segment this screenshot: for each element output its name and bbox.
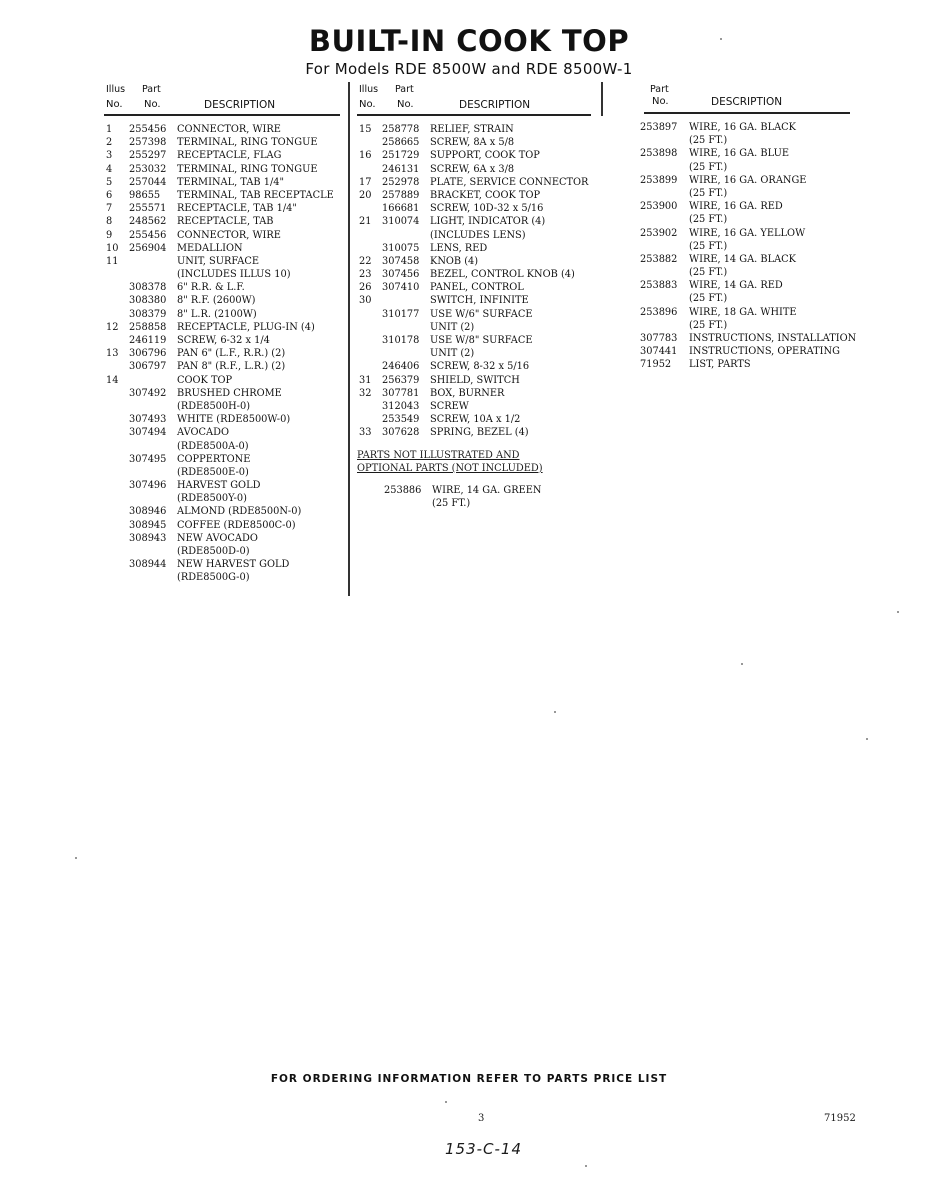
part-description: RELIEF, STRAIN <box>430 124 514 135</box>
description-header: DESCRIPTION <box>711 96 783 108</box>
illus-number: 13 <box>106 348 119 360</box>
part-description: UNIT (2) <box>430 321 475 333</box>
part-description: (INCLUDES LENS) <box>430 229 526 241</box>
list-item <box>640 358 880 371</box>
illus-number: 30 <box>359 295 372 307</box>
list-item <box>357 255 597 268</box>
list-item <box>104 492 344 505</box>
part-description: RECEPTACLE, TAB 1/4" <box>177 203 297 215</box>
part-number: 310075 <box>382 242 420 254</box>
list-item <box>104 505 344 518</box>
part-description: (25 FT.) <box>689 214 728 226</box>
list-item <box>357 189 597 202</box>
part-number: 306797 <box>129 361 167 373</box>
list-item <box>104 176 344 189</box>
part-description: 6" R.R. & L.F. <box>177 282 245 294</box>
list-item <box>104 347 344 360</box>
part-description: BOX, BURNER <box>430 387 505 399</box>
part-description: 8" L.R. (2100W) <box>177 308 257 320</box>
list-item <box>640 319 880 332</box>
part-number: 307496 <box>129 480 167 492</box>
part-description: WIRE, 18 GA. WHITE <box>689 306 797 318</box>
part-no-header: No. <box>652 96 669 107</box>
list-item <box>640 253 880 266</box>
part-description: PANEL, CONTROL <box>430 282 524 294</box>
column-2-header <box>357 82 597 116</box>
illus-number: 15 <box>359 124 372 135</box>
list-item <box>357 163 597 176</box>
list-item <box>104 163 344 176</box>
parts-column-1 <box>104 82 344 585</box>
part-description: (RDE8500D-0) <box>177 546 250 557</box>
scan-speck <box>585 1165 587 1167</box>
description-header: DESCRIPTION <box>204 99 276 111</box>
list-item <box>104 374 344 387</box>
part-description: SPRING, BEZEL (4) <box>430 427 529 439</box>
part-description: (25 FT.) <box>689 293 728 305</box>
part-description: HARVEST GOLD <box>177 480 261 492</box>
column-3-rows <box>640 121 880 372</box>
list-item <box>357 229 597 242</box>
part-description: WIRE, 14 GA. RED <box>689 280 783 292</box>
list-item <box>357 149 597 162</box>
part-description: WIRE, 16 GA. RED <box>689 201 783 213</box>
header-rule <box>104 114 340 116</box>
part-number: 253898 <box>640 148 678 160</box>
part-description: USE W/8" SURFACE <box>430 335 533 346</box>
list-item <box>357 308 597 321</box>
part-number: 307495 <box>129 453 167 465</box>
part-number: 307783 <box>640 333 678 344</box>
list-item <box>357 176 597 189</box>
handwritten-note: 153-C-14 <box>445 1140 523 1158</box>
part-description: (25 FT.) <box>689 161 728 173</box>
part-header-top: Part <box>395 84 414 95</box>
part-no-header: No. <box>397 99 414 110</box>
list-item <box>104 413 344 426</box>
list-item <box>104 149 344 162</box>
part-description: WIRE, 16 GA. BLUE <box>689 148 789 160</box>
part-description: TERMINAL, TAB 1/4" <box>177 176 285 188</box>
part-number: 98655 <box>129 189 161 201</box>
illus-number: 21 <box>359 216 372 228</box>
illus-number: 10 <box>106 242 119 254</box>
list-item <box>104 466 344 479</box>
part-number: 307493 <box>129 414 167 426</box>
list-item <box>357 347 597 360</box>
list-item <box>104 334 344 347</box>
list-item <box>104 571 344 584</box>
part-description: (RDE8500A-0) <box>177 440 249 452</box>
part-description: (25 FT.) <box>689 267 728 279</box>
illus-number: 26 <box>359 282 372 294</box>
part-description: NEW HARVEST GOLD <box>177 559 290 571</box>
list-item <box>640 279 880 292</box>
column-1-rows <box>104 123 344 585</box>
list-item <box>357 374 597 387</box>
page-subtitle: For Models RDE 8500W and RDE 8500W-1 <box>305 60 633 78</box>
part-number: 252978 <box>382 176 420 188</box>
description-header: DESCRIPTION <box>459 99 531 111</box>
illus-number: 1 <box>106 124 113 135</box>
list-item <box>640 200 880 213</box>
list-item <box>104 558 344 571</box>
not-illustrated-section <box>357 449 597 511</box>
header-rule <box>644 112 850 114</box>
part-number: 258778 <box>382 124 420 135</box>
list-item <box>104 255 344 268</box>
illus-number: 5 <box>106 176 113 188</box>
list-item <box>104 321 344 334</box>
parts-column-3 <box>640 82 880 372</box>
list-item <box>357 136 597 149</box>
list-item <box>104 202 344 215</box>
part-description: TERMINAL, TAB RECEPTACLE <box>177 189 334 201</box>
part-number: 310177 <box>382 308 420 320</box>
part-description: SCREW, 10D-32 x 5/16 <box>430 203 544 215</box>
part-number: 307628 <box>382 427 420 439</box>
part-number: 253899 <box>640 174 678 186</box>
scan-speck <box>897 611 899 613</box>
illus-number: 3 <box>106 150 113 162</box>
list-item <box>640 345 880 358</box>
part-description: RECEPTACLE, FLAG <box>177 150 282 162</box>
part-number: 246131 <box>382 163 420 175</box>
list-item <box>640 161 880 174</box>
list-item <box>357 360 597 373</box>
list-item <box>357 202 597 215</box>
column-divider <box>348 82 350 596</box>
list-item <box>640 332 880 345</box>
part-description: WIRE, 14 GA. BLACK <box>689 253 797 265</box>
list-item <box>640 213 880 226</box>
part-description: ALMOND (RDE8500N-0) <box>177 506 302 518</box>
scan-speck <box>866 738 868 740</box>
list-item <box>640 306 880 319</box>
list-item <box>357 294 597 307</box>
page-number: 3 <box>478 1113 485 1124</box>
part-description: BEZEL, CONTROL KNOB (4) <box>430 269 575 281</box>
list-item <box>357 281 597 294</box>
part-description: (INCLUDES ILLUS 10) <box>177 269 291 281</box>
part-number: 255297 <box>129 150 167 162</box>
ordering-footer: FOR ORDERING INFORMATION REFER TO PARTS PRICE LIST <box>270 1073 668 1085</box>
list-item <box>640 292 880 305</box>
part-description: SWITCH, INFINITE <box>430 295 529 307</box>
list-item <box>357 242 597 255</box>
part-description: COFFEE (RDE8500C-0) <box>177 519 296 531</box>
part-description: SCREW, 10A x 1/2 <box>430 414 521 426</box>
list-item <box>357 484 597 497</box>
illus-header-top: Illus <box>106 84 126 95</box>
part-description: CONNECTOR, WIRE <box>177 124 281 135</box>
part-number: 256904 <box>129 242 167 254</box>
part-description: (25 FT.) <box>432 498 471 510</box>
section-rows <box>357 484 597 510</box>
part-description: LIST, PARTS <box>689 359 751 371</box>
part-description: WIRE, 16 GA. ORANGE <box>689 174 807 186</box>
illus-number: 31 <box>359 374 372 386</box>
part-description: TERMINAL, RING TONGUE <box>177 163 318 175</box>
part-description: PAN 8" (R.F., L.R.) (2) <box>177 361 286 373</box>
section-heading-line-1: PARTS NOT ILLUSTRATED AND <box>357 449 520 461</box>
illus-number: 8 <box>106 216 113 228</box>
part-number: 257889 <box>382 189 420 201</box>
part-description: WIRE, 16 GA. YELLOW <box>689 227 806 239</box>
list-item <box>104 519 344 532</box>
part-description: BRACKET, COOK TOP <box>430 189 541 201</box>
part-description: INSTRUCTIONS, INSTALLATION <box>689 333 857 344</box>
part-description: KNOB (4) <box>430 255 479 267</box>
illus-number: 11 <box>106 255 119 267</box>
illus-number: 17 <box>359 176 372 188</box>
part-number: 312043 <box>382 400 420 412</box>
list-item <box>640 174 880 187</box>
list-item <box>104 294 344 307</box>
document-number: 71952 <box>824 1113 856 1124</box>
part-description: (25 FT.) <box>689 240 728 252</box>
page-title: BUILT-IN COOK TOP <box>308 24 630 58</box>
part-number: 307492 <box>129 387 167 399</box>
list-item <box>104 215 344 228</box>
illus-number: 2 <box>106 137 113 149</box>
part-number: 253900 <box>640 201 678 213</box>
part-number: 307441 <box>640 346 678 358</box>
part-number: 71952 <box>640 359 672 371</box>
part-number: 256379 <box>382 374 420 386</box>
list-item <box>357 123 597 136</box>
part-number: 253902 <box>640 227 678 239</box>
part-number: 307494 <box>129 427 167 439</box>
part-description: WIRE, 14 GA. GREEN <box>432 484 542 496</box>
part-number: 310074 <box>382 216 420 228</box>
list-item <box>357 426 597 439</box>
list-item <box>357 215 597 228</box>
part-number: 255456 <box>129 229 167 241</box>
list-item <box>640 134 880 147</box>
part-description: BRUSHED CHROME <box>177 387 282 399</box>
part-description: UNIT, SURFACE <box>177 255 260 267</box>
part-number: 308380 <box>129 295 167 307</box>
list-item <box>104 532 344 545</box>
part-number: 307410 <box>382 282 420 294</box>
part-number: 253032 <box>129 163 167 175</box>
part-number: 258665 <box>382 137 420 149</box>
list-item <box>104 545 344 558</box>
part-number: 307781 <box>382 387 420 399</box>
part-description: USE W/6" SURFACE <box>430 308 533 320</box>
illus-number: 23 <box>359 269 372 281</box>
list-item <box>104 400 344 413</box>
part-number: 246406 <box>382 361 420 373</box>
part-number: 253882 <box>640 253 678 265</box>
part-description: (25 FT.) <box>689 135 728 147</box>
part-description: SUPPORT, COOK TOP <box>430 150 540 162</box>
part-description: WHITE (RDE8500W-0) <box>177 414 291 426</box>
list-item <box>104 308 344 321</box>
scan-speck <box>445 1101 447 1103</box>
part-description: COOK TOP <box>177 374 233 386</box>
part-number: 308945 <box>129 519 167 531</box>
part-description: NEW AVOCADO <box>177 532 258 544</box>
scan-speck <box>741 663 743 665</box>
part-number: 307458 <box>382 255 420 267</box>
part-number: 258858 <box>129 321 167 333</box>
header-rule <box>357 114 591 116</box>
list-item <box>104 479 344 492</box>
part-number: 308946 <box>129 506 167 518</box>
list-item <box>104 123 344 136</box>
list-item <box>357 413 597 426</box>
list-item <box>640 240 880 253</box>
part-header-top: Part <box>650 84 669 95</box>
scan-speck <box>554 711 556 713</box>
parts-column-2 <box>357 82 597 510</box>
list-item <box>104 229 344 242</box>
list-item <box>357 268 597 281</box>
part-number: 255571 <box>129 203 167 215</box>
column-3-header <box>640 82 880 116</box>
list-item <box>104 242 344 255</box>
illus-number: 16 <box>359 150 372 162</box>
illus-number: 9 <box>106 229 113 241</box>
scan-speck <box>75 857 77 859</box>
part-description: PAN 6" (L.F., R.R.) (2) <box>177 348 286 360</box>
part-description: LIGHT, INDICATOR (4) <box>430 216 546 228</box>
part-description: (25 FT.) <box>689 319 728 331</box>
part-number: 257044 <box>129 176 167 188</box>
list-item <box>640 121 880 134</box>
illus-number: 32 <box>359 387 372 399</box>
part-description: UNIT (2) <box>430 348 475 360</box>
part-description: WIRE, 16 GA. BLACK <box>689 122 797 133</box>
illus-no-header: No. <box>359 99 376 110</box>
list-item <box>104 453 344 466</box>
list-item <box>104 440 344 453</box>
part-description: SCREW <box>430 400 469 412</box>
scan-speck <box>720 38 722 40</box>
illus-number: 6 <box>106 189 113 201</box>
list-item <box>104 189 344 202</box>
list-item <box>104 136 344 149</box>
illus-number: 20 <box>359 189 372 201</box>
list-item <box>104 281 344 294</box>
list-item <box>104 426 344 439</box>
list-item <box>357 321 597 334</box>
illus-header-top: Illus <box>359 84 379 95</box>
part-number: 255456 <box>129 124 167 135</box>
illus-number: 22 <box>359 255 372 267</box>
part-description: 8" R.F. (2600W) <box>177 295 256 307</box>
part-description: LENS, RED <box>430 242 488 254</box>
part-number: 248562 <box>129 216 167 228</box>
list-item <box>357 497 597 510</box>
column-1-header <box>104 82 344 116</box>
list-item <box>357 400 597 413</box>
list-item <box>640 147 880 160</box>
list-item <box>357 387 597 400</box>
list-item <box>640 227 880 240</box>
part-number: 253897 <box>640 122 678 133</box>
list-item <box>104 360 344 373</box>
part-number: 307456 <box>382 269 420 281</box>
part-description: RECEPTACLE, TAB <box>177 216 274 228</box>
part-description: MEDALLION <box>177 242 243 254</box>
list-item <box>104 268 344 281</box>
part-number: 257398 <box>129 137 167 149</box>
part-number: 253896 <box>640 306 678 318</box>
column-2-rows <box>357 123 597 440</box>
part-description: AVOCADO <box>177 427 229 439</box>
part-number: 253883 <box>640 280 678 292</box>
part-description: (RDE8500Y-0) <box>177 493 247 505</box>
list-item <box>357 334 597 347</box>
part-number: 308379 <box>129 308 167 320</box>
part-number: 166681 <box>382 203 420 215</box>
part-description: PLATE, SERVICE CONNECTOR <box>430 176 589 188</box>
illus-number: 14 <box>106 374 119 386</box>
part-number: 308944 <box>129 559 167 571</box>
illus-no-header: No. <box>106 99 123 110</box>
part-description: (25 FT.) <box>689 187 728 199</box>
part-description: CONNECTOR, WIRE <box>177 229 281 241</box>
part-description: (RDE8500H-0) <box>177 400 251 412</box>
illus-number: 4 <box>106 163 113 175</box>
part-number: 253886 <box>384 484 422 496</box>
list-item <box>640 187 880 200</box>
part-description: TERMINAL, RING TONGUE <box>177 137 318 149</box>
part-header-top: Part <box>142 84 161 95</box>
part-number: 246119 <box>129 335 167 346</box>
part-no-header: No. <box>144 99 161 110</box>
illus-number: 12 <box>106 321 119 333</box>
part-description: INSTRUCTIONS, OPERATING <box>689 346 840 358</box>
part-number: 306796 <box>129 348 167 360</box>
part-number: 253549 <box>382 414 420 426</box>
part-number: 308943 <box>129 532 167 544</box>
part-description: SCREW, 6-32 x 1/4 <box>177 335 270 346</box>
part-description: SHIELD, SWITCH <box>430 374 520 386</box>
part-description: COPPERTONE <box>177 453 251 465</box>
part-description: (RDE8500G-0) <box>177 572 250 584</box>
part-number: 251729 <box>382 150 420 162</box>
part-number: 310178 <box>382 335 420 346</box>
part-description: SCREW, 6A x 3/8 <box>430 163 515 175</box>
column-divider <box>601 82 603 116</box>
section-heading-line-2: OPTIONAL PARTS (NOT INCLUDED) <box>357 462 543 474</box>
illus-number: 33 <box>359 427 372 439</box>
part-description: SCREW, 8-32 x 5/16 <box>430 361 530 373</box>
part-description: (RDE8500E-0) <box>177 466 249 478</box>
list-item <box>104 387 344 400</box>
part-description: SCREW, 8A x 5/8 <box>430 137 515 149</box>
part-description: RECEPTACLE, PLUG-IN (4) <box>177 321 315 333</box>
part-number: 308378 <box>129 282 167 294</box>
illus-number: 7 <box>106 203 113 215</box>
list-item <box>640 266 880 279</box>
